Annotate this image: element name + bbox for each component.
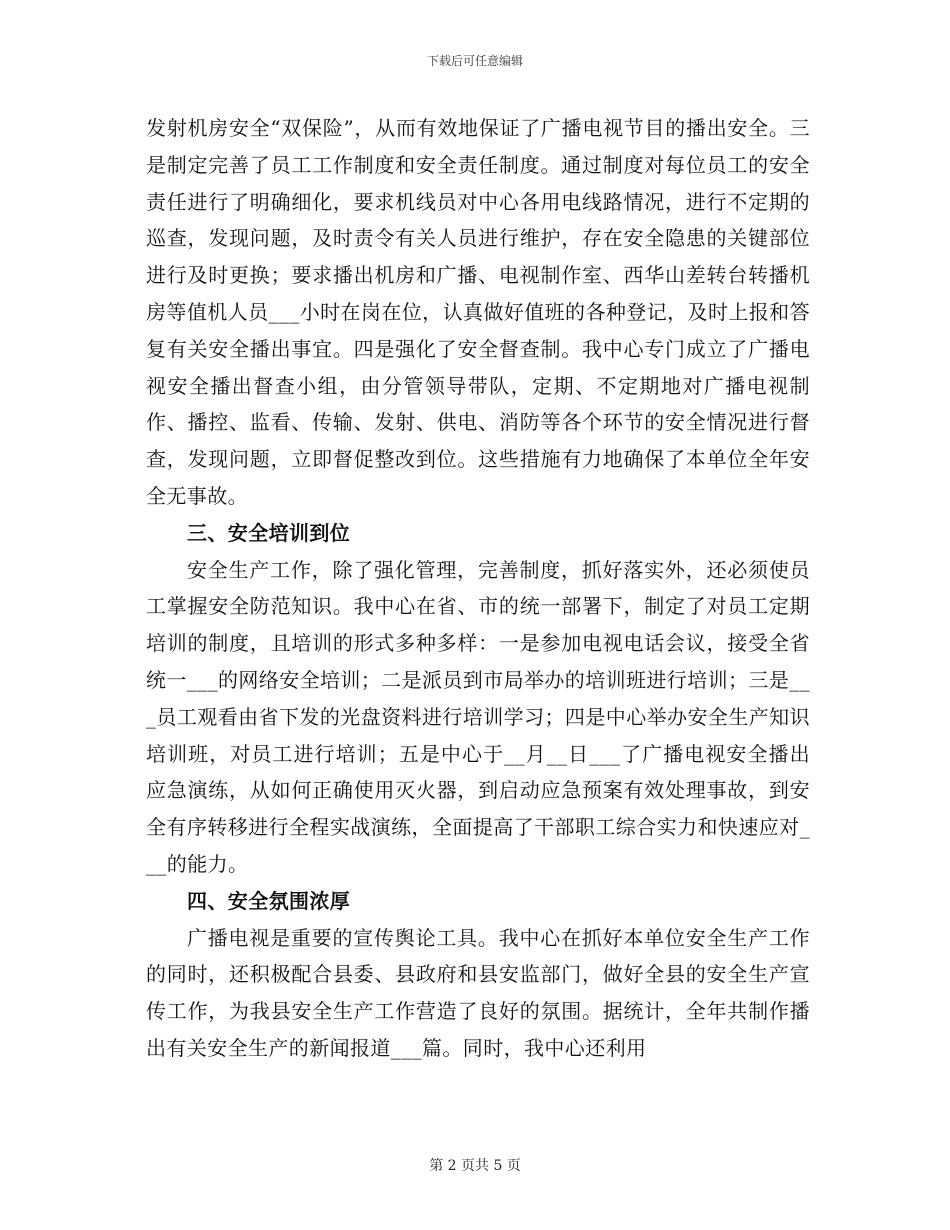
paragraph-continued: 发射机房安全“双保险”，从而有效地保证了广播电视节目的播出安全。三是制定完善了员工工作制度和安全责任制度。通过制度对每位员工的安全责任进行了明确细化，要求机线员对中心各用电线路情况，进行不定期的巡查，发现问题，及时责令有关人员进行维护，存在安全隐患的关键部位进行及时更换；要求播出机房和广播、电视制作室、西华山差转台转播机房等值机人员___小时在岗在位，认真做好值班的各种登记，及时上报和答复有关安全播出事宜。四是强化了安全督查制。我中心专门成立了广播电视安全播出督查小组，由分管领导带队，定期、不定期地对广播电视制作、播控、监看、传输、发射、供电、消防等各个环节的安全情况进行督查，发现问题，立即督促整改到位。这些措施有力地确保了本单位全年安全无事故。 <box>146 116 810 508</box>
paragraph-training: 安全生产工作，除了强化管理，完善制度，抓好落实外，还必须使员工掌握安全防范知识。我中心在省、市的统一部署下，制定了对员工定期培训的制度，且培训的形式多种多样：一是参加电视电话会议，接受全省统一___的网络安全培训；二是派员到市局举办的培训班进行培训；三是___员工观看由省下发的光盘资料进行培训学习；四是中心举办安全生产知识培训班，对员工进行培训；五是中心于__月__日___了广播电视安全播出应急演练，从如何正确使用灭火器，到启动应急预案有效处理事故，到安全有序转移进行全程实战演练，全面提高了干部职工综合实力和快速应对___的能力。 <box>146 557 810 876</box>
section-heading-atmosphere: 四、安全氛围浓厚 <box>187 888 351 913</box>
paragraph-atmosphere: 广播电视是重要的宣传舆论工具。我中心在抓好本单位安全生产工作的同时，还积极配合县委、县政府和县安监部门，做好全县的安全生产宣传工作，为我县安全生产工作营造了良好的氛围。据统计，全年共制作播出有关安全生产的新闻报道___篇。同时，我中心还利用 <box>146 925 810 1060</box>
page-footer: 第 2 页共 5 页 <box>429 1158 521 1174</box>
page-header: 下载后可任意编辑 <box>426 54 523 68</box>
document-body <box>146 110 810 1067</box>
section-heading-training: 三、安全培训到位 <box>187 520 351 545</box>
